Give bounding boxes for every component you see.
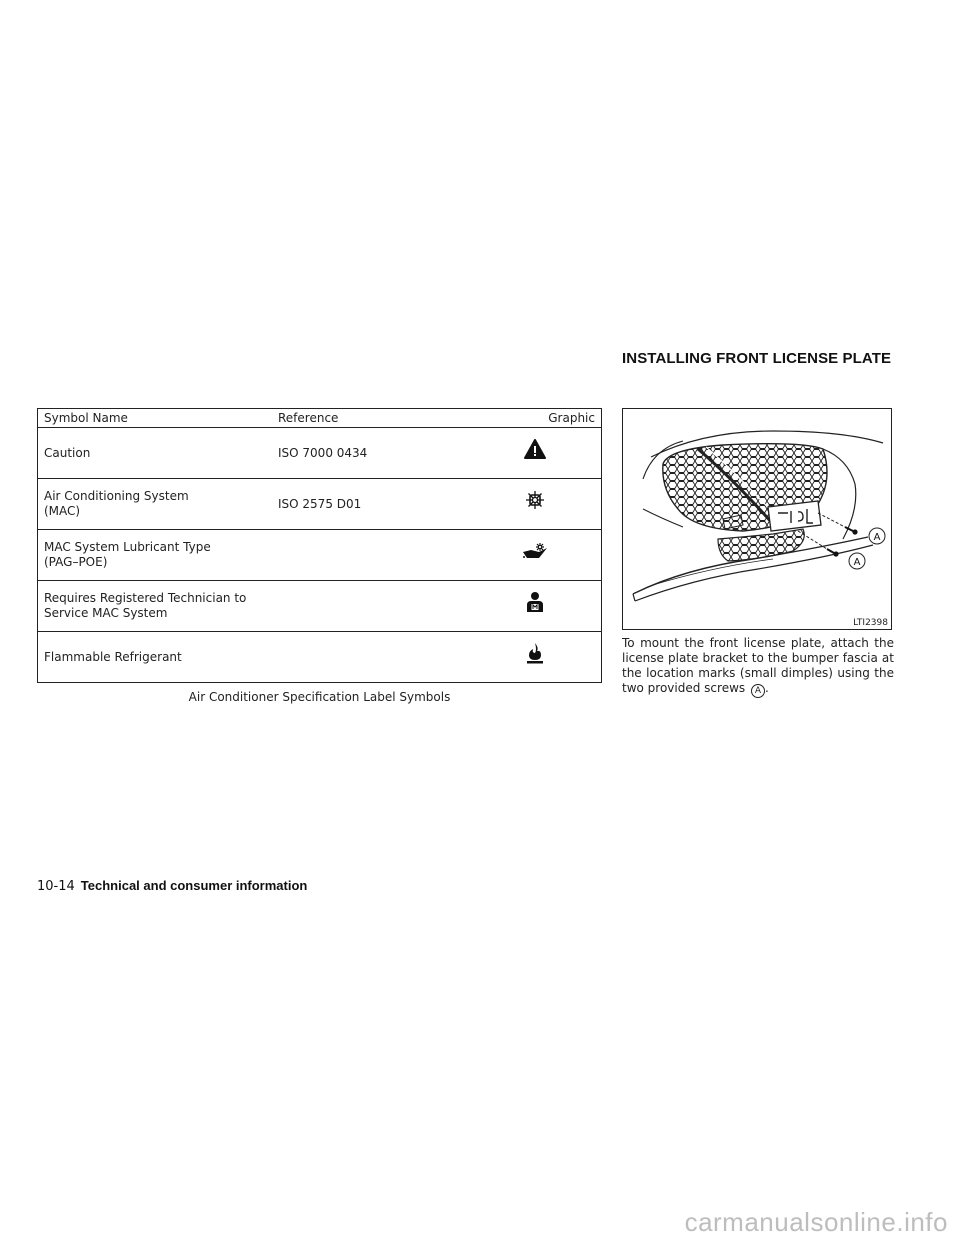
watermark: carmanualsonline.info (684, 1207, 948, 1237)
table-row (38, 581, 602, 632)
table-row (38, 530, 602, 581)
license-plate-figure (622, 408, 892, 630)
header-graphic: Graphic (432, 409, 602, 428)
graphic-cell (432, 428, 602, 479)
figure-code: LTI2398 (853, 618, 888, 628)
graphic-cell (432, 479, 602, 530)
reference-cell: ISO 2575 D01 (272, 479, 432, 530)
technician-icon (525, 591, 545, 617)
table-row (38, 632, 602, 683)
ac-snowflake-icon (526, 491, 544, 513)
table-caption: Air Conditioner Specification Label Symbols (188, 690, 451, 704)
table-header-row (38, 409, 602, 428)
page-footer (37, 878, 307, 894)
flame-icon (525, 642, 545, 668)
symbol-name-cell: Flammable Refrigerant (38, 632, 273, 683)
symbol-name-cell: Air Conditioning System (MAC) (38, 479, 273, 530)
symbol-name-cell: MAC System Lubricant Type (PAG–POE) (38, 530, 273, 581)
header-reference: Reference (272, 409, 432, 428)
table-row (38, 428, 602, 479)
reference-cell (272, 581, 432, 632)
graphic-cell (432, 632, 602, 683)
oil-can-icon (521, 542, 549, 564)
graphic-cell (432, 581, 602, 632)
table-row (38, 479, 602, 530)
instruction-paragraph (622, 636, 894, 698)
reference-cell (272, 632, 432, 683)
instruction-text: To mount the front license plate, attach the license plate bracket to the bumper fascia at the location marks (small dimples) using the two provided screws (622, 636, 894, 695)
symbol-name-cell: Requires Registered Technician to Service MAC System (38, 581, 273, 632)
reference-cell (272, 530, 432, 581)
warning-triangle-icon (524, 439, 546, 463)
callout-a-label: A (853, 557, 861, 568)
header-symbol-name: Symbol Name (38, 409, 273, 428)
symbol-name-cell: Caution (38, 428, 273, 479)
bumper-illustration (623, 409, 892, 630)
instruction-end: . (764, 681, 769, 695)
section-title: INSTALLING FRONT LICENSE PLATE (622, 350, 892, 367)
symbols-table (37, 408, 602, 683)
callout-a-label: A (873, 532, 881, 543)
graphic-cell (432, 530, 602, 581)
reference-cell: ISO 7000 0434 (272, 428, 432, 479)
page-number: 10-14 (37, 879, 75, 894)
callout-a-inline: A (751, 684, 765, 698)
chapter-title: Technical and consumer information (80, 878, 308, 893)
